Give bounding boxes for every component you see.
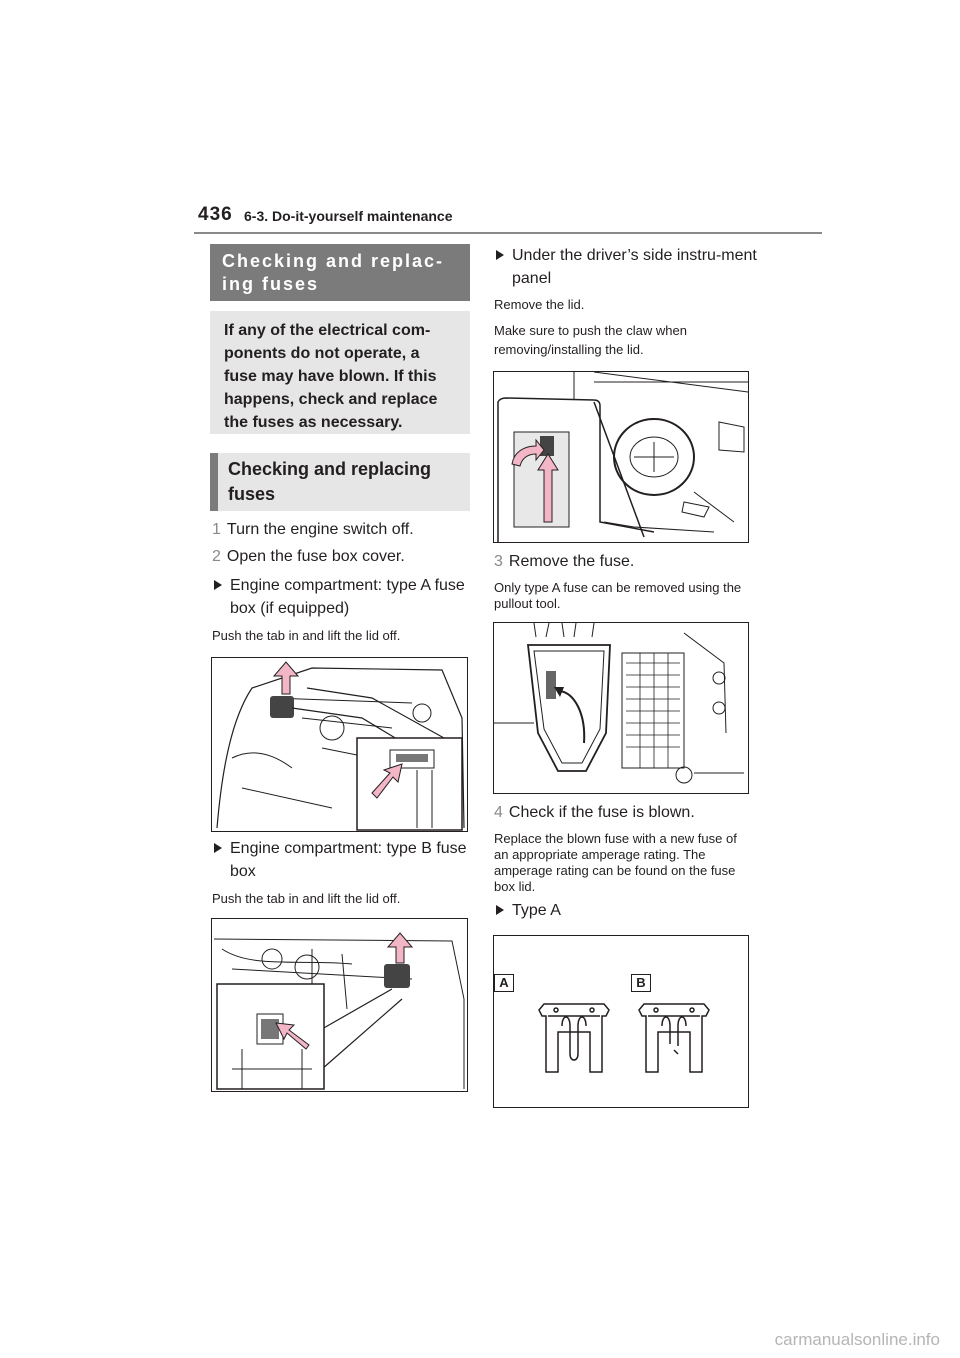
section-title: 6-3. Do-it-yourself maintenance <box>244 208 453 224</box>
fuse-a-good <box>539 1004 609 1072</box>
step-1 <box>212 519 414 541</box>
fuse-label-a: A <box>494 974 514 992</box>
engine-type-b-illustration <box>212 919 467 1091</box>
note-push-claw: Make sure to push the claw when removing/installing the lid. <box>494 323 687 357</box>
header-divider <box>194 232 822 234</box>
blade-fuse-illustrations <box>534 1002 714 1082</box>
step-2 <box>212 546 405 568</box>
bullet-instrument-panel: Under the driver’s side instru-ment panel <box>494 244 767 290</box>
fuse-b-blown <box>639 1004 709 1072</box>
bullet-type-b-fusebox: Engine compartment: type B fuse box <box>212 837 480 883</box>
note-type-a-fusebox: Push the tab in and lift the lid off. <box>212 628 401 643</box>
note-replace-fuse: Replace the blown fuse with a new fuse of an appropriate amperage rating. The amperage rating can be found on the fuse box lid. <box>494 831 737 894</box>
note-type-b-fusebox: Push the tab in and lift the lid off. <box>212 891 401 906</box>
bullet-type-a: Type A <box>494 899 561 922</box>
fuse-label-b: B <box>631 974 651 992</box>
step-3-text: Remove the fuse. <box>508 553 635 570</box>
step-1-text: Turn the engine switch off. <box>226 521 414 538</box>
step-3 <box>494 551 634 573</box>
figure-fuse-types <box>493 935 749 1108</box>
figure-remove-fuse <box>493 622 749 794</box>
step-4 <box>494 802 695 824</box>
watermark: carmanualsonline.info <box>774 1330 940 1349</box>
instrument-panel-illustration <box>494 372 748 542</box>
section-heading-box: Checking and replac-ing fuses <box>210 244 470 301</box>
intro-box: If any of the electrical com-ponents do not operate, a fuse may have blown. If this happens, check and replace the fuses as necessary. <box>210 311 470 434</box>
step-4-number: 4 <box>494 804 503 821</box>
subheading-box: Checking and replacing fuses <box>210 453 470 511</box>
figure-engine-type-a <box>211 657 468 832</box>
step-2-text: Open the fuse box cover. <box>226 548 405 565</box>
fusebox-pullout-illustration <box>494 623 748 793</box>
figure-instrument-panel <box>493 371 749 543</box>
note-pullout-tool: Only type A fuse can be removed using the pullout tool. <box>494 580 742 611</box>
step-3-number: 3 <box>494 553 503 570</box>
step-2-number: 2 <box>212 548 221 565</box>
note-remove-lid: Remove the lid. <box>494 297 585 312</box>
page-number: 436 <box>198 204 233 225</box>
step-1-number: 1 <box>212 521 221 538</box>
figure-engine-type-b <box>211 918 468 1092</box>
step-4-text: Check if the fuse is blown. <box>508 804 695 821</box>
engine-type-a-illustration <box>212 658 467 831</box>
bullet-type-a-fusebox: Engine compartment: type A fuse box (if equipped) <box>212 574 480 620</box>
